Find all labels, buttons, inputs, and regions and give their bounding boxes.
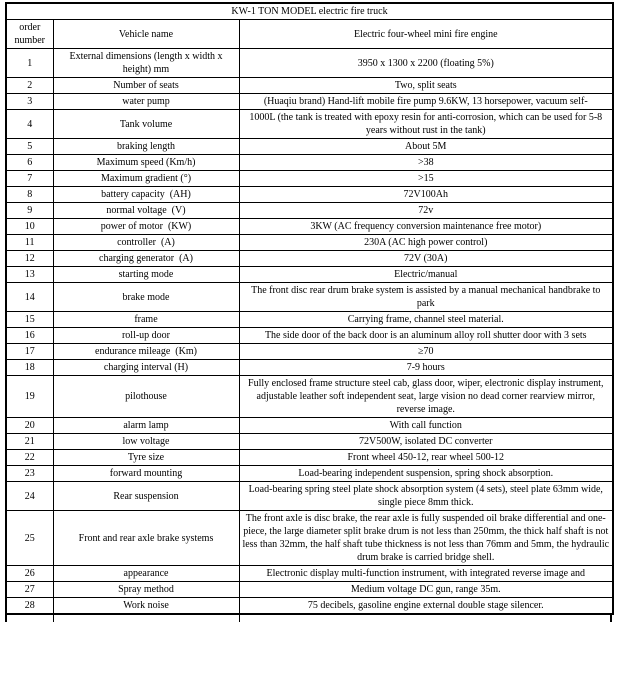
- value-cell: Two, split seats: [239, 78, 613, 94]
- vehicle-name-cell: water pump: [53, 94, 239, 110]
- order-number-cell: 5: [6, 139, 53, 155]
- order-number-cell: 19: [6, 376, 53, 418]
- vehicle-name-cell: Work noise: [53, 598, 239, 615]
- title-row: [6, 3, 613, 20]
- value-cell: The front axle is disc brake, the rear axle is fully suspended oil brake differential and one-piece, the large diameter split brake drum is not less than 250mm, the thick half shaft is not less than 32mm, the half shaft tube thickness is not less than 76mm and 5mm, the hydraulic drum brake is carried bridge shell.: [239, 511, 613, 566]
- table-row: [6, 582, 613, 598]
- order-number-cell: 28: [6, 598, 53, 615]
- order-number-cell: 27: [6, 582, 53, 598]
- vehicle-name-cell: starting mode: [53, 267, 239, 283]
- value-cell: Front wheel 450-12, rear wheel 500-12: [239, 450, 613, 466]
- cutoff-border-col1: [53, 615, 54, 622]
- table-title: KW-1 TON MODEL electric fire truck: [6, 3, 613, 20]
- cutoff-border-right: [610, 615, 612, 622]
- order-number-cell: 16: [6, 328, 53, 344]
- order-number-cell: 11: [6, 235, 53, 251]
- value-cell: Fully enclosed frame structure steel cab, glass door, wiper, electronic display instrument, adjustable leather soft independent seat, large vision no dead corner rearview mirror, reverse image.: [239, 376, 613, 418]
- vehicle-name-cell: pilothouse: [53, 376, 239, 418]
- vehicle-name-cell: Front and rear axle brake systems: [53, 511, 239, 566]
- vehicle-name-cell: alarm lamp: [53, 418, 239, 434]
- order-number-cell: 25: [6, 511, 53, 566]
- order-number-cell: 15: [6, 312, 53, 328]
- value-cell: ≥70: [239, 344, 613, 360]
- value-cell: About 5M: [239, 139, 613, 155]
- table-row: [6, 511, 613, 566]
- value-cell: 72V500W, isolated DC converter: [239, 434, 613, 450]
- vehicle-name-cell: braking length: [53, 139, 239, 155]
- vehicle-name-cell: Number of seats: [53, 78, 239, 94]
- table-row: [6, 155, 613, 171]
- table-row: [6, 482, 613, 511]
- table-row: [6, 203, 613, 219]
- order-number-cell: 18: [6, 360, 53, 376]
- order-number-cell: 22: [6, 450, 53, 466]
- cutoff-border-col2: [239, 615, 240, 622]
- value-cell: 7-9 hours: [239, 360, 613, 376]
- vehicle-name-cell: charging generator (A): [53, 251, 239, 267]
- value-cell: Electronic display multi-function instrument, with integrated reverse image and: [239, 566, 613, 582]
- value-cell: 3KW (AC frequency conversion maintenance free motor): [239, 219, 613, 235]
- order-number-cell: 17: [6, 344, 53, 360]
- table-row: [6, 598, 613, 615]
- value-cell: Medium voltage DC gun, range 35m.: [239, 582, 613, 598]
- table-row: [6, 283, 613, 312]
- table-row: [6, 312, 613, 328]
- table-row: [6, 78, 613, 94]
- order-number-cell: 9: [6, 203, 53, 219]
- order-number-cell: 13: [6, 267, 53, 283]
- cutoff-border-left: [5, 615, 7, 622]
- value-cell: Carrying frame, channel steel material.: [239, 312, 613, 328]
- order-number-cell: 26: [6, 566, 53, 582]
- vehicle-name-cell: Spray method: [53, 582, 239, 598]
- order-number-cell: 7: [6, 171, 53, 187]
- vehicle-name-cell: normal voltage (V): [53, 203, 239, 219]
- value-cell: >15: [239, 171, 613, 187]
- value-cell: Load-bearing independent suspension, spring shock absorption.: [239, 466, 613, 482]
- table-row: [6, 219, 613, 235]
- col-header-vehicle-name: Vehicle name: [53, 20, 239, 49]
- table-row: [6, 267, 613, 283]
- vehicle-name-cell: External dimensions (length x width x height) mm: [53, 49, 239, 78]
- vehicle-name-cell: Maximum gradient (°): [53, 171, 239, 187]
- cutoff-next-row: [5, 615, 612, 623]
- vehicle-name-cell: Tank volume: [53, 110, 239, 139]
- table-row: [6, 139, 613, 155]
- vehicle-name-cell: power of motor (KW): [53, 219, 239, 235]
- table-row: [6, 418, 613, 434]
- value-cell: (Huaqiu brand) Hand-lift mobile fire pump 9.6KW, 13 horsepower, vacuum self-: [239, 94, 613, 110]
- vehicle-name-cell: roll-up door: [53, 328, 239, 344]
- value-cell: 72V (30A): [239, 251, 613, 267]
- vehicle-name-cell: charging interval (H): [53, 360, 239, 376]
- value-cell: 72V100Ah: [239, 187, 613, 203]
- value-cell: The side door of the back door is an aluminum alloy roll shutter door with 3 sets: [239, 328, 613, 344]
- table-row: [6, 171, 613, 187]
- vehicle-name-cell: Rear suspension: [53, 482, 239, 511]
- order-number-cell: 24: [6, 482, 53, 511]
- order-number-cell: 14: [6, 283, 53, 312]
- table-row: [6, 344, 613, 360]
- table-row: [6, 328, 613, 344]
- order-number-cell: 10: [6, 219, 53, 235]
- value-cell: The front disc rear drum brake system is assisted by a manual mechanical handbrake to park: [239, 283, 613, 312]
- vehicle-name-cell: controller (A): [53, 235, 239, 251]
- table-row: [6, 235, 613, 251]
- order-number-cell: 23: [6, 466, 53, 482]
- value-cell: Electric/manual: [239, 267, 613, 283]
- vehicle-name-cell: battery capacity (AH): [53, 187, 239, 203]
- col-header-engine-type: Electric four-wheel mini fire engine: [239, 20, 613, 49]
- vehicle-name-cell: Maximum speed (Km/h): [53, 155, 239, 171]
- order-number-cell: 1: [6, 49, 53, 78]
- value-cell: Load-bearing spring steel plate shock absorption system (4 sets), steel plate 63mm wide, single piece 8mm thick.: [239, 482, 613, 511]
- table-row: [6, 566, 613, 582]
- table-row: [6, 376, 613, 418]
- vehicle-name-cell: appearance: [53, 566, 239, 582]
- value-cell: 3950 x 1300 x 2200 (floating 5%): [239, 49, 613, 78]
- order-number-cell: 4: [6, 110, 53, 139]
- vehicle-name-cell: Tyre size: [53, 450, 239, 466]
- value-cell: 230A (AC high power control): [239, 235, 613, 251]
- vehicle-name-cell: brake mode: [53, 283, 239, 312]
- value-cell: 75 decibels, gasoline engine external double stage silencer.: [239, 598, 613, 615]
- order-number-cell: 3: [6, 94, 53, 110]
- table-row: [6, 94, 613, 110]
- vehicle-name-cell: endurance mileage (Km): [53, 344, 239, 360]
- order-number-cell: 12: [6, 251, 53, 267]
- value-cell: 72v: [239, 203, 613, 219]
- header-row: [6, 20, 613, 49]
- table-row: [6, 110, 613, 139]
- table-row: [6, 251, 613, 267]
- table-row: [6, 187, 613, 203]
- value-cell: 1000L (the tank is treated with epoxy resin for anti-corrosion, which can be used for 5-8 years without rust in the tank): [239, 110, 613, 139]
- table-row: [6, 434, 613, 450]
- table-row: [6, 49, 613, 78]
- order-number-cell: 8: [6, 187, 53, 203]
- order-number-cell: 6: [6, 155, 53, 171]
- table-row: [6, 360, 613, 376]
- table-row: [6, 450, 613, 466]
- order-number-cell: 20: [6, 418, 53, 434]
- vehicle-name-cell: low voltage: [53, 434, 239, 450]
- vehicle-name-cell: frame: [53, 312, 239, 328]
- vehicle-name-cell: forward mounting: [53, 466, 239, 482]
- col-header-order-number: order number: [6, 20, 53, 49]
- order-number-cell: 2: [6, 78, 53, 94]
- spec-table: [5, 2, 614, 615]
- value-cell: >38: [239, 155, 613, 171]
- table-row: [6, 466, 613, 482]
- value-cell: With call function: [239, 418, 613, 434]
- order-number-cell: 21: [6, 434, 53, 450]
